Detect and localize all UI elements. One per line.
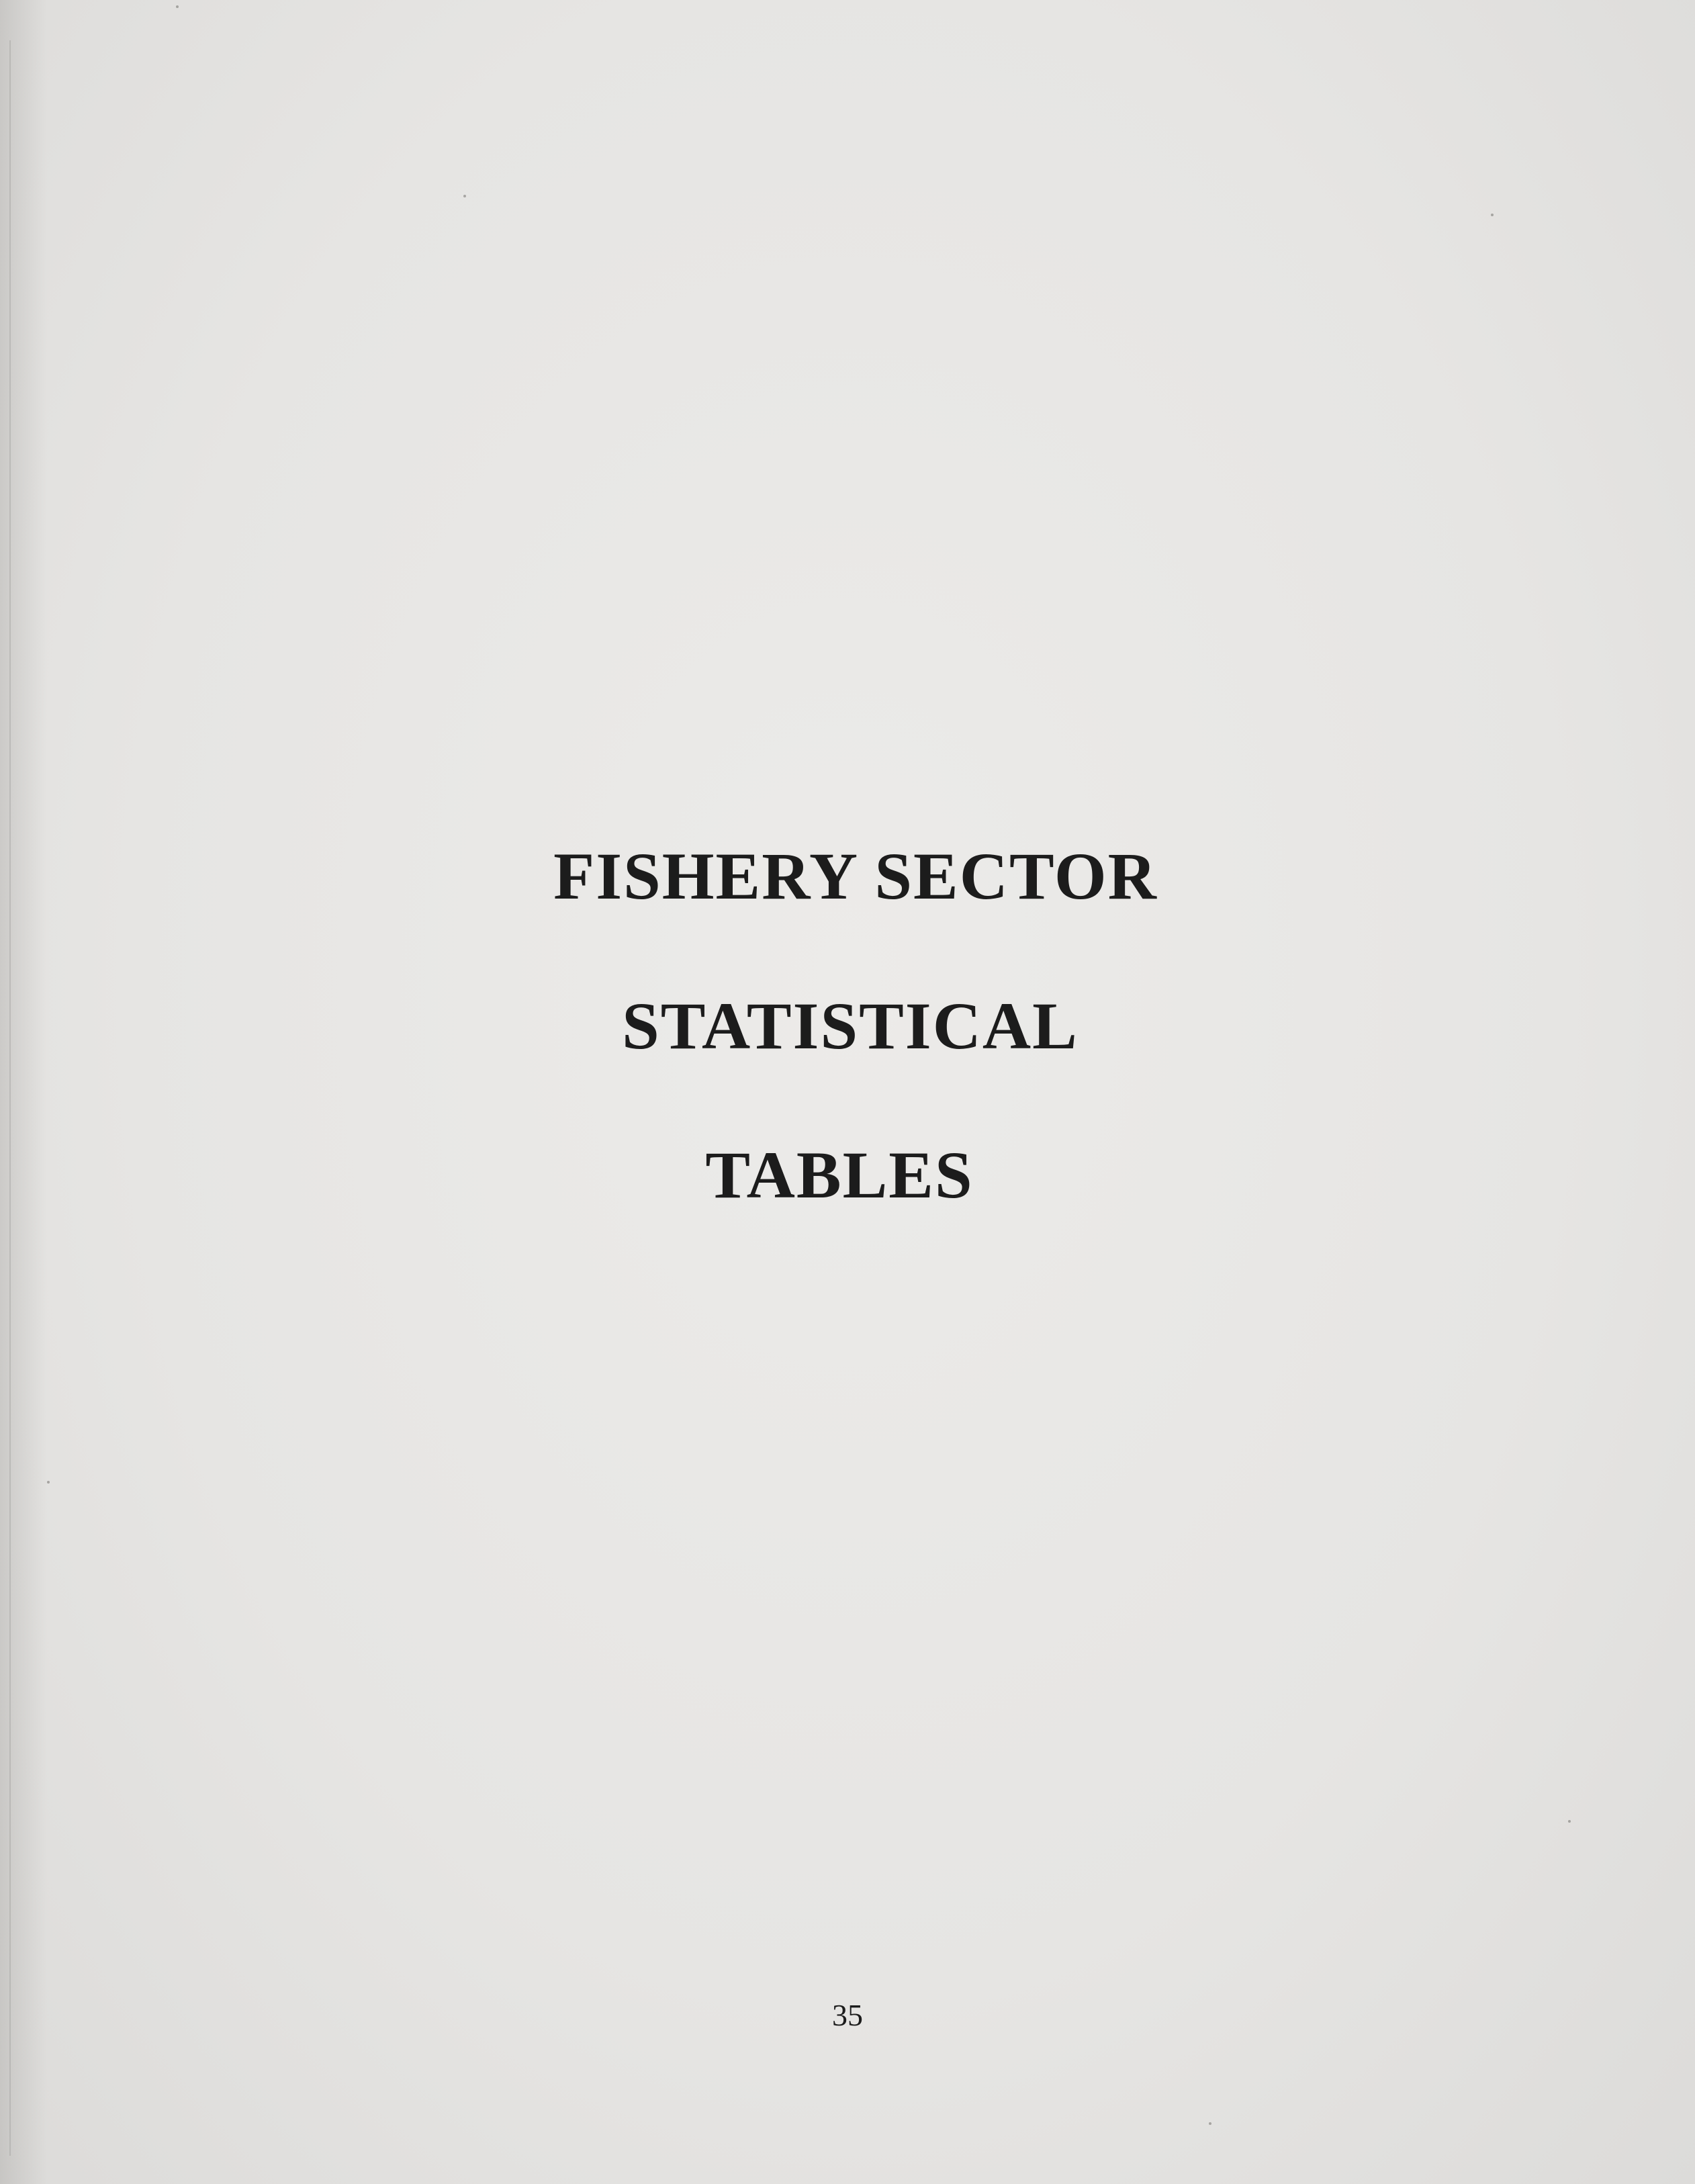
paper-speck	[176, 5, 179, 8]
page-edge-shadow	[0, 0, 47, 2184]
page-fold-line	[9, 40, 11, 2156]
section-title-line-3: TABLES	[705, 1138, 974, 1212]
paper-speck	[47, 1481, 50, 1484]
section-title-line-1: FISHERY SECTOR	[553, 839, 1158, 913]
paper-speck	[1491, 214, 1494, 216]
section-title-line-2: STATISTICAL	[622, 989, 1079, 1063]
page-number: 35	[832, 1998, 863, 2032]
paper-speck	[463, 195, 466, 197]
paper-speck	[1209, 2122, 1211, 2125]
paper-speck	[1568, 1820, 1571, 1823]
